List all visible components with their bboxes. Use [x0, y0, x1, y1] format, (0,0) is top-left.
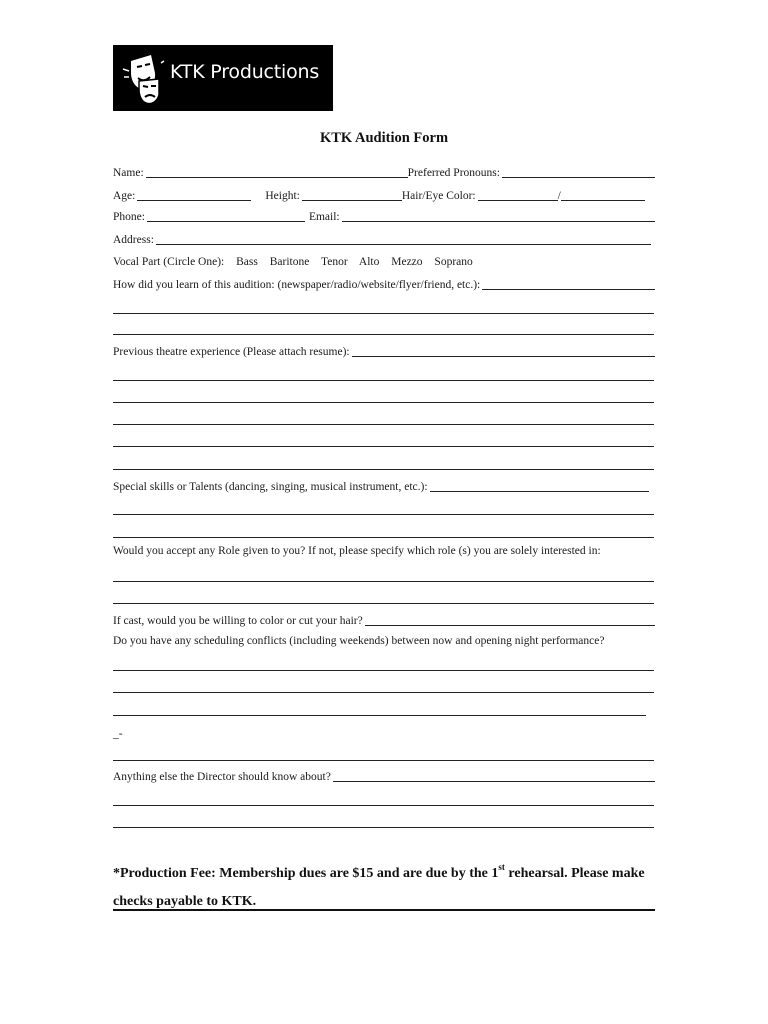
answer-line[interactable] — [113, 581, 654, 582]
skills-field[interactable] — [430, 479, 649, 492]
production-fee-notice — [113, 860, 661, 916]
experience-label: Previous theatre experience (Please attach resume): — [113, 346, 350, 358]
fee-ordinal-suffix: st — [498, 862, 505, 872]
skills-label: Special skills or Talents (dancing, singing, musical instrument, etc.): — [113, 481, 428, 493]
phone-label: Phone: — [113, 211, 145, 223]
conflicts-question: Do you have any scheduling conflicts (including weekends) between now and opening night performance? — [113, 635, 605, 647]
name-label: Name: — [113, 167, 144, 179]
fee-text-end: rehearsal. Please make checks payable to KTK. — [113, 866, 645, 909]
director-field[interactable] — [333, 769, 655, 782]
answer-line[interactable] — [113, 402, 654, 403]
learn-field[interactable] — [482, 277, 655, 290]
learn-row — [113, 276, 655, 292]
experience-field[interactable] — [352, 344, 655, 357]
answer-line[interactable] — [113, 380, 654, 381]
vocal-option-bass[interactable]: Bass — [236, 256, 258, 268]
vocal-part-row — [113, 256, 482, 268]
answer-line[interactable] — [113, 469, 654, 470]
height-field[interactable] — [302, 188, 402, 201]
pronouns-label: Preferred Pronouns: — [407, 167, 500, 179]
learn-label: How did you learn of this audition: (newspaper/radio/website/flyer/friend, etc.): — [113, 279, 481, 291]
email-label: Email: — [308, 211, 340, 223]
answer-line[interactable] — [113, 670, 654, 671]
vocal-part-label: Vocal Part (Circle One): — [113, 256, 225, 268]
answer-line[interactable] — [113, 537, 654, 538]
hair-eye-separator: / — [557, 190, 561, 202]
hair-color-field[interactable] — [478, 188, 558, 201]
stray-mark: _- — [113, 728, 123, 740]
hair-field[interactable] — [365, 613, 655, 626]
name-row — [113, 164, 655, 180]
answer-line[interactable] — [113, 446, 654, 447]
answer-line[interactable] — [113, 424, 654, 425]
logo-text: KTK Productions — [170, 61, 320, 83]
vocal-option-soprano[interactable]: Soprano — [434, 256, 473, 268]
vocal-option-baritone[interactable]: Baritone — [269, 256, 310, 268]
vocal-option-alto[interactable]: Alto — [358, 256, 380, 268]
skills-row — [113, 478, 655, 494]
phone-row — [113, 208, 655, 224]
hair-label: If cast, would you be willing to color or cut your hair? — [113, 615, 363, 627]
role-question: Would you accept any Role given to you? If not, please specify which role (s) you are solely interested in: — [113, 545, 601, 557]
address-label: Address: — [113, 234, 154, 246]
experience-row — [113, 343, 655, 359]
age-field[interactable] — [137, 188, 251, 201]
form-title: KTK Audition Form — [319, 130, 449, 146]
hair-row — [113, 612, 655, 628]
email-field[interactable] — [342, 209, 655, 222]
ktk-logo — [113, 45, 333, 111]
answer-line[interactable] — [113, 603, 654, 604]
age-row — [113, 187, 655, 203]
address-field[interactable] — [156, 232, 651, 245]
answer-line[interactable] — [113, 313, 654, 314]
vocal-option-tenor[interactable]: Tenor — [321, 256, 348, 268]
answer-line[interactable] — [113, 692, 654, 693]
answer-line[interactable] — [113, 805, 654, 806]
answer-line[interactable] — [113, 715, 646, 716]
vocal-option-mezzo[interactable]: Mezzo — [391, 256, 423, 268]
fee-underline — [113, 909, 655, 911]
pronouns-field[interactable] — [502, 165, 655, 178]
director-label: Anything else the Director should know about? — [113, 771, 331, 783]
address-row — [113, 231, 655, 247]
answer-line[interactable] — [113, 827, 654, 828]
director-row — [113, 768, 655, 784]
answer-line[interactable] — [113, 760, 654, 761]
hair-eye-label: Hair/Eye Color: — [401, 190, 476, 202]
theatre-masks-icon — [121, 51, 165, 105]
eye-color-field[interactable] — [561, 188, 645, 201]
answer-line[interactable] — [113, 334, 654, 335]
height-label: Height: — [265, 190, 300, 202]
answer-line[interactable] — [113, 514, 654, 515]
name-field[interactable] — [146, 165, 408, 178]
age-label: Age: — [113, 190, 136, 202]
phone-field[interactable] — [147, 209, 305, 222]
fee-text-start: *Production Fee: Membership dues are $15 and are due by the 1 — [113, 866, 499, 881]
